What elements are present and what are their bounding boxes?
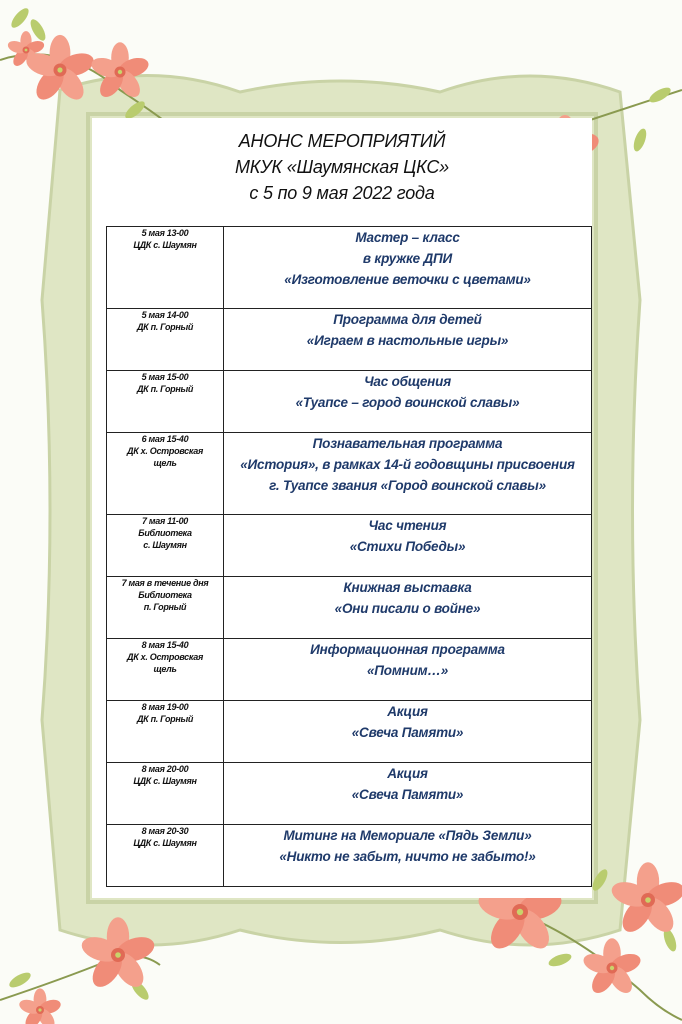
event-date-place: 5 мая 13-00 ЦДК с. Шаумян — [107, 227, 224, 309]
table-row — [107, 825, 592, 887]
title-line-1: АНОНС МЕРОПРИЯТИЙ — [238, 131, 446, 151]
table-row — [107, 701, 592, 763]
events-table — [106, 226, 592, 887]
event-date-place: 8 мая 20-30 ЦДК с. Шаумян — [107, 825, 224, 887]
event-description: Книжная выставка «Они писали о войне» — [224, 577, 592, 639]
event-description: Мастер – класс в кружке ДПИ «Изготовление веточки с цветами» — [224, 227, 592, 309]
page-title — [92, 128, 592, 206]
table-row — [107, 227, 592, 309]
event-date-place: 6 мая 15-40 ДК х. Островская щель — [107, 433, 224, 515]
event-description: Информационная программа «Помним…» — [224, 639, 592, 701]
event-date-place: 8 мая 15-40 ДК х. Островская щель — [107, 639, 224, 701]
title-line-2: МКУК «Шаумянская ЦКС» — [235, 157, 449, 177]
table-row — [107, 577, 592, 639]
event-date-place: 8 мая 20-00 ЦДК с. Шаумян — [107, 763, 224, 825]
event-description: Акция «Свеча Памяти» — [224, 763, 592, 825]
event-description: Митинг на Мемориале «Пядь Земли» «Никто не забыт, ничто не забыто!» — [224, 825, 592, 887]
title-line-3: с 5 по 9 мая 2022 года — [249, 183, 435, 203]
event-description: Познавательная программа «История», в рамках 14-й годовщины присвоения г. Туапсе звания «Город воинской славы» — [224, 433, 592, 515]
event-description: Час чтения «Стихи Победы» — [224, 515, 592, 577]
table-row — [107, 515, 592, 577]
table-row — [107, 371, 592, 433]
table-row — [107, 639, 592, 701]
event-date-place: 7 мая в течение дня Библиотека п. Горный — [107, 577, 224, 639]
event-description: Акция «Свеча Памяти» — [224, 701, 592, 763]
event-date-place: 8 мая 19-00 ДК п. Горный — [107, 701, 224, 763]
event-date-place: 7 мая 11-00 Библиотека с. Шаумян — [107, 515, 224, 577]
table-row — [107, 763, 592, 825]
event-date-place: 5 мая 15-00 ДК п. Горный — [107, 371, 224, 433]
event-description: Программа для детей «Играем в настольные игры» — [224, 309, 592, 371]
table-row — [107, 309, 592, 371]
event-description: Час общения «Туапсе – город воинской славы» — [224, 371, 592, 433]
table-row — [107, 433, 592, 515]
event-date-place: 5 мая 14-00 ДК п. Горный — [107, 309, 224, 371]
